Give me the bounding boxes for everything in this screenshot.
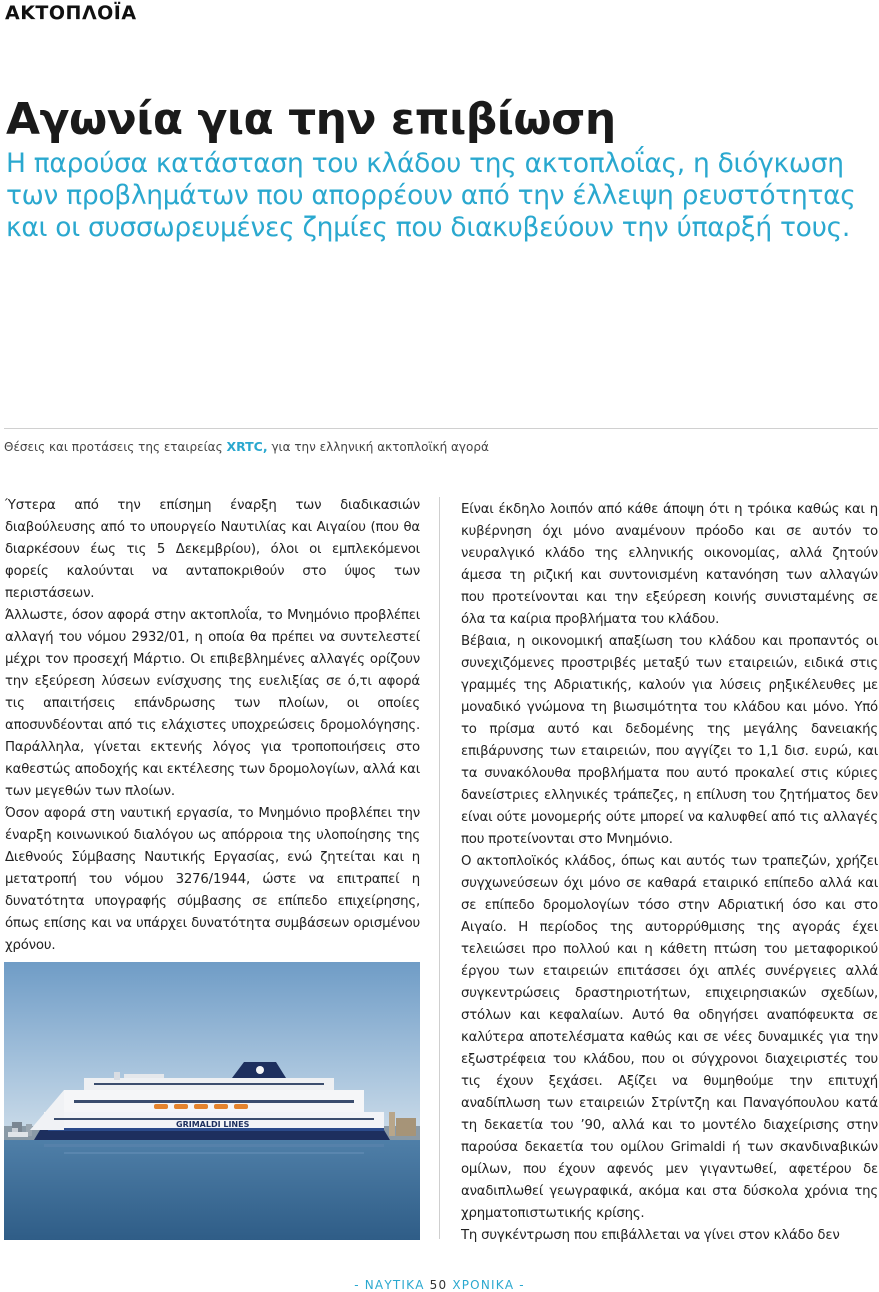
body-paragraph: Είναι έκδηλο λοιπόν από κάθε άποψη ότι η τρόικα καθώς και η κυβέρνηση όχι μόνο αναμένουν πρόοδο και σε αυτόν το νευραλγικό κλάδο της ελληνικής οικονομίας, αλλά ζητούν άμεσα τη ριζική και συντονισμένη κατανόηση των αλλαγών που προτείνονται και την εξεύρεση κοινής συνισταμένης σε όλα τα καίρια προβλήματα του κλάδου. <box>461 502 878 627</box>
ship-livery-text: GRIMALDI LINES <box>176 1120 250 1129</box>
footer-dash: - <box>354 1278 360 1292</box>
body-paragraph: Ύστερα από την επίσημη έναρξη των διαδικασιών διαβούλευσης από το υπουργείο Ναυτιλίας και Αιγαίου (που θα διαρκέσουν έως τις 5 Δεκεμβρίου), όλοι οι εμπλεκόμενοι φορείς καλούνται να ανταποκριθούν στο ύψος των περιστάσεων. <box>5 498 420 601</box>
ferry-photo <box>4 962 420 1240</box>
article-title: Αγωνία για την επιβίωση <box>6 94 616 145</box>
article-subtitle: Η παρούσα κατάσταση του κλάδου της ακτοπλοΐας, η διόγκωση των προβλημάτων που απορρέουν από την έλλειψη ρευστότητας και οι συσσωρευμένες ζημίες που διακυβεύουν την ύπαρξή τους. <box>6 148 856 243</box>
footer-magazine-name-left: ΝΑΥΤΙΚΑ <box>364 1278 425 1292</box>
page-footer <box>0 1278 879 1292</box>
body-paragraph: Άλλωστε, όσον αφορά στην ακτοπλοΐα, το Μνημόνιο προβλέπει αλλαγή του νόμου 2932/01, η οποία θα πρέπει να συντελεστεί μέχρι τον προσεχή Μάρτιο. Οι επιβεβλημένες αλλαγές ορίζουν την εξεύρεση λύσεων ενίσχυσης της ευελιξίας σε ό,τι αφορά τις απαιτήσεις επάνδρωσης των πλοίων, οι οποίες αποσυνδέονται από τις ελάχιστες υποχρεώσεις δρομολόγησης. Παράλληλα, γίνεται εκτενής λόγος για τροποποιήσεις στο καθεστώς αποδοχής και εκτέλεσης των δρομολογίων, αλλά και των μεγεθών των πλοίων. <box>5 608 421 799</box>
page-number: 50 <box>429 1278 448 1292</box>
ferry-illustration <box>4 962 420 1240</box>
caption-brand: XRTC, <box>226 439 268 454</box>
section-label: ΑΚΤΟΠΛΟΪΑ <box>5 2 137 24</box>
body-paragraph: Όσον αφορά στη ναυτική εργασία, το Μνημόνιο προβλέπει την έναρξη κοινωνικού διαλόγου ως απόρροια της υλοποίησης της Διεθνούς Σύμβασης Ναυτικής Εργασίας, ενώ ζητείται και η μετατροπή του νόμου 3276/1944, ώστε να επιτραπεί η δυνατότητα υπογραφής σύμβασης σε επίπεδο επιχείρησης, όπως επίσης και να υπάρχει δυνατότητα συμβάσεων ορισμένου χρόνου. <box>5 806 420 953</box>
column-divider <box>439 497 440 1239</box>
caption-text-before: Θέσεις και προτάσεις της εταιρείας <box>4 440 223 454</box>
caption-text-after: για την ελληνική ακτοπλοϊκή αγορά <box>271 440 489 454</box>
right-column <box>461 499 878 1247</box>
footer-magazine-name-right: ΧΡΟΝΙΚΑ <box>452 1278 515 1292</box>
article-caption <box>4 439 489 454</box>
left-column <box>5 495 420 957</box>
footer-dash: - <box>519 1278 525 1292</box>
body-paragraph: Τη συγκέντρωση που επιβάλλεται να γίνει στον κλάδο δεν <box>461 1228 840 1243</box>
body-paragraph: Βέβαια, η οικονομική απαξίωση του κλάδου και προπαντός οι συνεχιζόμενες προστριβές μεταξύ των εταιρειών, ειδικά στις γραμμές της Αδριατικής, καλούν για λύσεις ρηξικέλευθες με μοναδικό γνώμονα τη βιωσιμότητα του κλάδου και μόνο. Υπό το πρίσμα αυτό και δεδομένης της μεγάλης δανειακής επιβάρυνσης των εταιρειών, που αγγίζει το 1,1 δισ. ευρώ, και τα συνακόλουθα προβλήματα που αυτό προκαλεί στις κύριες δανείστριες ελληνικές τράπεζες, η επίλυση του ζητήματος δεν είναι ούτε μονομερής ούτε μπορεί να καλυφθεί από τις αλλαγές που προτείνονται στο Μνημόνιο. <box>461 634 878 847</box>
horizontal-rule <box>4 428 878 429</box>
body-paragraph: Ο ακτοπλοϊκός κλάδος, όπως και αυτός των τραπεζών, χρήζει συγχωνεύσεων όχι μόνο σε καθαρά εταιρικό επίπεδο αλλά και σε επίπεδο δρομολογίων τόσο στην Αδριατική όσο και στο Αιγαίο. Η περίοδος της αυτορρύθμισης της αγοράς έχει τελειώσει προ πολλού και η κάθετη πτώση του μεταφορικού έργου των εταιρειών επιτάσσει όχι απλές συνέργειες αλλά συγκεντρώσεις δραστηριοτήτων, επιχειρησιακών σχεδίων, στόλων και κεφαλαίων. Αυτό θα οδηγήσει αναπόφευκτα σε καλύτερα αποτελέσματα καθώς και σε νέες δυναμικές για την εξωστρέφεια του κλάδου, που οι σύγχρονοι διαχειριστές του τις έχουν ξεχάσει. Αξίζει να θυμηθούμε την επιτυχή αναδίπλωση των εταιρειών Στρίντζη και Παναγόπουλου κατά τη δεκαετία του ’90, αλλά και το μοντέλο διαχείρισης στην παρούσα δεκαετία του ομίλου Grimaldi ή των σκανδιναβικών ομίλων, που έχουν αφενός μεν γιγαντωθεί, αφετέρου δε αναδιπλωθεί γεωγραφικά, ακόμα και στα δύσκολα χρόνια της χρηματοπιστωτικής κρίσης. <box>461 854 878 1221</box>
